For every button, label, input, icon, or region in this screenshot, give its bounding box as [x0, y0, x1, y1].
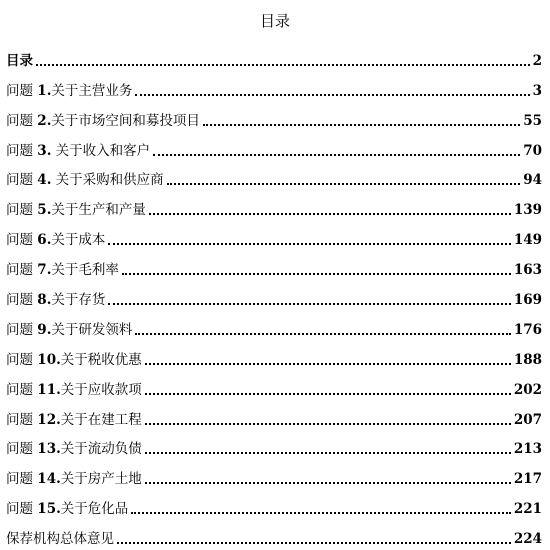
toc-entry-page-number: 169 — [513, 292, 542, 309]
question-number: 9. — [37, 321, 52, 338]
toc-entry[interactable] — [6, 309, 542, 339]
toc-entry-page-number: 2 — [532, 52, 542, 69]
toc-entry-label: 问题 13.关于流动负债 — [6, 441, 142, 458]
toc-entry-label: 问题 7.关于毛利率 — [6, 262, 119, 279]
toc-entry[interactable] — [6, 369, 542, 399]
toc-entry[interactable] — [6, 429, 542, 459]
toc-entry[interactable] — [6, 100, 542, 130]
toc-entry-label: 问题 4. 关于采购和供应商 — [6, 172, 164, 189]
toc-entry-page-number: 188 — [513, 351, 542, 368]
dot-leader — [108, 242, 510, 245]
table-of-contents — [6, 40, 542, 548]
page-title: 目录 — [259, 12, 290, 30]
dot-leader — [145, 481, 511, 484]
toc-entry[interactable] — [6, 458, 542, 488]
toc-entry-label: 问题 11.关于应收款项 — [6, 381, 142, 398]
question-number: 11. — [37, 381, 61, 398]
toc-entry[interactable] — [6, 279, 542, 309]
toc-entry-page-number: 221 — [513, 501, 542, 518]
toc-entry[interactable] — [6, 219, 542, 249]
toc-entry-page-number: 224 — [513, 531, 542, 548]
toc-entry-label: 问题 2.关于市场空间和募投项目 — [6, 112, 200, 129]
toc-entry-label: 问题 10.关于税收优惠 — [6, 351, 142, 368]
toc-entry-page-number: 217 — [513, 471, 542, 488]
toc-entry-page-number: 207 — [513, 411, 542, 428]
question-number: 6. — [37, 232, 52, 249]
dot-leader — [145, 422, 511, 425]
toc-entry-page-number: 202 — [513, 381, 542, 398]
toc-entry-page-number: 3 — [532, 82, 542, 99]
question-number: 3. — [37, 142, 52, 159]
toc-entry[interactable] — [6, 130, 542, 160]
dot-leader — [122, 272, 511, 275]
question-number: 7. — [37, 262, 52, 279]
toc-entry-label: 问题 14.关于房产土地 — [6, 471, 142, 488]
question-number: 4. — [37, 172, 52, 189]
toc-entry-page-number: 149 — [513, 232, 542, 249]
question-number: 2. — [37, 112, 52, 129]
toc-entry-label: 问题 15.关于危化品 — [6, 501, 129, 518]
toc-entry[interactable] — [6, 160, 542, 190]
dot-leader — [117, 541, 511, 544]
toc-entry[interactable] — [6, 189, 542, 219]
toc-entry-label: 问题 12.关于在建工程 — [6, 411, 142, 428]
dot-leader — [135, 332, 510, 335]
question-number: 13. — [37, 441, 61, 458]
toc-entry-label: 问题 6.关于成本 — [6, 232, 106, 249]
question-number: 5. — [37, 202, 52, 219]
dot-leader — [131, 511, 511, 514]
toc-entry-label: 问题 5.关于生产和产量 — [6, 202, 146, 219]
toc-entry[interactable] — [6, 249, 542, 279]
question-number: 12. — [37, 411, 61, 428]
toc-entry-page-number: 94 — [523, 172, 542, 189]
toc-entry-page-number: 139 — [513, 202, 542, 219]
toc-entry-page-number: 163 — [513, 262, 542, 279]
dot-leader — [145, 362, 511, 365]
toc-entry-label: 问题 8.关于存货 — [6, 292, 106, 309]
question-number: 8. — [37, 292, 52, 309]
toc-entry-label: 问题 3. 关于收入和客户 — [6, 142, 151, 159]
question-number: 10. — [37, 351, 61, 368]
toc-entry-label: 问题 9.关于研发领料 — [6, 321, 133, 338]
toc-entry[interactable] — [6, 399, 542, 429]
toc-entry-page-number: 213 — [513, 441, 542, 458]
dot-leader — [167, 182, 521, 185]
dot-leader — [145, 392, 511, 395]
question-number: 1. — [37, 82, 52, 99]
toc-entry-page-number: 55 — [523, 112, 542, 129]
dot-leader — [145, 451, 511, 454]
question-number: 14. — [37, 471, 61, 488]
toc-entry[interactable] — [6, 40, 542, 70]
toc-entry[interactable] — [6, 339, 542, 369]
dot-leader — [153, 153, 520, 156]
toc-entry-label: 问题 1.关于主营业务 — [6, 82, 133, 99]
toc-entry-page-number: 176 — [513, 321, 542, 338]
dot-leader — [108, 302, 510, 305]
toc-entry-page-number: 70 — [523, 142, 542, 159]
dot-leader — [135, 93, 529, 96]
toc-entry-label: 目录 — [6, 52, 33, 69]
toc-entry[interactable] — [6, 518, 542, 548]
dot-leader — [203, 123, 520, 126]
dot-leader — [149, 212, 511, 215]
question-number: 15. — [37, 501, 61, 518]
toc-entry[interactable] — [6, 70, 542, 100]
toc-entry[interactable] — [6, 488, 542, 518]
toc-entry-label: 保荐机构总体意见 — [6, 531, 114, 548]
dot-leader — [36, 63, 530, 66]
